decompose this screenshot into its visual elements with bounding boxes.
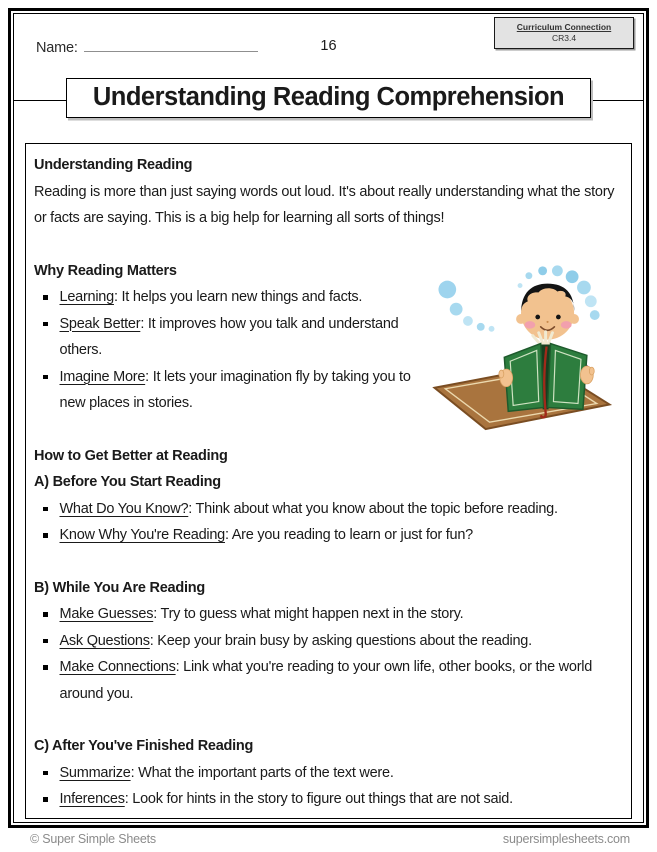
bullet-text bbox=[60, 522, 617, 549]
list-item bbox=[34, 311, 416, 364]
name-field-row bbox=[36, 38, 258, 56]
bullet-term: Make Connections bbox=[59, 659, 176, 675]
bullet-square-icon bbox=[43, 665, 48, 670]
section-heading: Understanding Reading bbox=[34, 157, 193, 173]
section-heading: Why Reading Matters bbox=[34, 262, 177, 279]
name-blank-line bbox=[84, 38, 258, 52]
section-why-reading-matters bbox=[34, 258, 616, 417]
bullet-text bbox=[60, 496, 617, 523]
bullet-rest: : Keep your brain busy by asking questions about the reading. bbox=[149, 632, 532, 649]
list-item bbox=[34, 654, 616, 707]
page-title: Understanding Reading Comprehension bbox=[66, 78, 591, 118]
subsection-b-heading: B) While You Are Reading bbox=[34, 579, 205, 596]
bullet-rest: : It improves how you talk and understand others. bbox=[59, 315, 399, 358]
name-label: Name: bbox=[36, 40, 78, 56]
bullet-square-icon bbox=[43, 533, 48, 538]
boy-reading-illustration-svg bbox=[428, 260, 616, 432]
bullet-term: Make Guesses bbox=[59, 606, 154, 622]
bullet-square-icon bbox=[43, 507, 48, 512]
bullet-text bbox=[60, 628, 617, 655]
list-item bbox=[34, 628, 616, 655]
page-footer bbox=[30, 832, 630, 846]
subsection-c-heading: C) After You've Finished Reading bbox=[34, 738, 254, 754]
list-item bbox=[34, 522, 616, 549]
list-item bbox=[34, 364, 416, 417]
green-book-icon bbox=[504, 331, 587, 417]
bullet-term: Summarize bbox=[59, 764, 131, 781]
bullet-rest: : Try to guess what might happen next in the story. bbox=[153, 606, 464, 622]
page-border bbox=[8, 8, 649, 828]
bullet-text bbox=[60, 654, 617, 707]
bullet-square-icon bbox=[43, 612, 48, 617]
bullet-term: Speak Better bbox=[59, 315, 141, 332]
worksheet-header bbox=[14, 14, 643, 70]
content-box bbox=[25, 143, 632, 819]
copyright-text: © Super Simple Sheets bbox=[30, 832, 156, 846]
list-item bbox=[34, 284, 416, 311]
curriculum-code: CR3.4 bbox=[551, 33, 577, 44]
bullet-text bbox=[60, 284, 417, 311]
page-inner-border bbox=[13, 13, 644, 823]
intro-paragraph: Reading is more than just saying words out loud. It's about really understanding what the story or facts are saying. This is a big help for learning all sorts of things! bbox=[34, 183, 615, 226]
bullet-square-icon bbox=[43, 322, 48, 327]
website-link: supersimplesheets.com bbox=[502, 832, 630, 846]
bullet-text bbox=[60, 364, 417, 417]
title-band bbox=[14, 78, 643, 122]
bullet-rest: : Link what you're reading to your own life, other books, or the world around you. bbox=[59, 659, 593, 702]
bullet-text bbox=[60, 311, 417, 364]
bullet-square-icon bbox=[43, 295, 48, 300]
bullet-rest: : It lets your imagination fly by taking you to new places in stories. bbox=[59, 368, 411, 411]
bullet-square-icon bbox=[43, 375, 48, 380]
bullet-rest: : Think about what you know about the topic before reading. bbox=[188, 500, 558, 517]
boy-reading-illustration bbox=[428, 260, 616, 432]
bullet-square-icon bbox=[43, 797, 48, 802]
section-understanding-reading bbox=[34, 152, 616, 232]
section-how-to-get-better bbox=[34, 443, 616, 549]
bullet-term: Ask Questions bbox=[59, 632, 150, 649]
bullet-square-icon bbox=[43, 639, 48, 644]
bullet-rest: : What the important parts of the text were. bbox=[130, 764, 394, 781]
curriculum-connection-box bbox=[494, 17, 634, 49]
bullet-term: Imagine More bbox=[59, 368, 146, 385]
subsection-a-heading: A) Before You Start Reading bbox=[34, 474, 221, 490]
bullet-term: Know Why You're Reading bbox=[59, 527, 225, 543]
bullet-rest: : Are you reading to learn or just for fun? bbox=[225, 527, 473, 543]
bullet-term: What Do You Know? bbox=[59, 500, 189, 517]
list-item bbox=[34, 760, 616, 787]
bullet-text bbox=[60, 601, 617, 628]
boy-head bbox=[516, 283, 579, 339]
curriculum-label: Curriculum Connection bbox=[516, 22, 612, 32]
bullet-term: Inferences bbox=[59, 791, 125, 807]
list-item bbox=[34, 496, 616, 523]
list-item bbox=[34, 786, 616, 813]
section-heading: How to Get Better at Reading bbox=[34, 447, 228, 464]
section-after-reading bbox=[34, 733, 616, 813]
bullet-text bbox=[60, 786, 617, 813]
list-item bbox=[34, 601, 616, 628]
section-while-reading bbox=[34, 575, 616, 708]
page-number: 16 bbox=[320, 38, 337, 54]
bullet-rest: : Look for hints in the story to figure out things that are not said. bbox=[124, 791, 513, 807]
bullet-term: Learning bbox=[59, 289, 114, 305]
bullet-square-icon bbox=[43, 771, 48, 776]
bullet-text bbox=[60, 760, 617, 787]
bullet-rest: : It helps you learn new things and facts. bbox=[113, 289, 363, 305]
